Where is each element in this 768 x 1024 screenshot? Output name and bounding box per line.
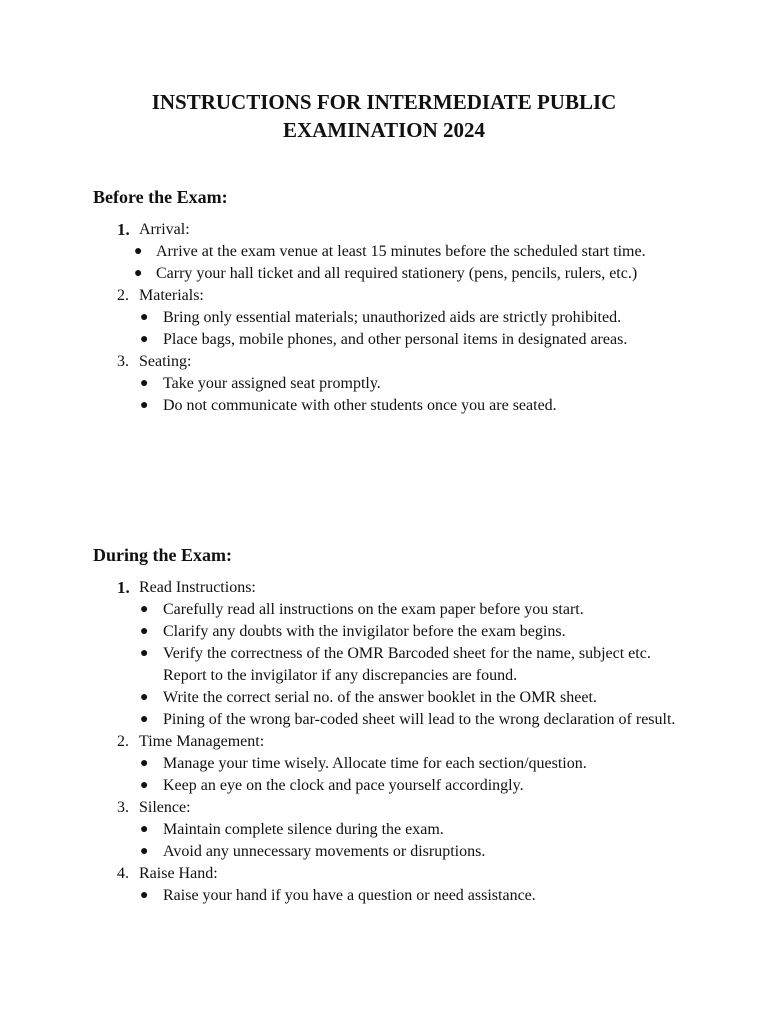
during-item-silence — [93, 797, 693, 863]
list-number: 4. — [117, 864, 129, 882]
bullet-icon: ● — [134, 266, 143, 281]
list-item-label: Raise Hand: — [139, 864, 218, 882]
list-item-label: Seating: — [139, 353, 192, 370]
section-heading-during: During the Exam: — [93, 545, 232, 565]
bullet-icon: ● — [140, 843, 149, 859]
bullet-list — [139, 599, 693, 730]
bullet-icon: ● — [140, 332, 149, 347]
list-item: ● Write the correct serial no. of the answer booklet in the OMR sheet. — [139, 687, 693, 709]
section-during-exam — [93, 543, 693, 907]
list-item: ● Clarify any doubts with the invigilator before the exam begins. — [139, 621, 693, 643]
before-item-materials — [93, 285, 693, 351]
list-item: ● Bring only essential materials; unauthorized aids are strictly prohibited. — [139, 307, 693, 329]
during-item-raise-hand — [93, 863, 693, 907]
bullet-list — [139, 373, 693, 417]
bullet-icon: ● — [140, 711, 149, 727]
bullet-icon: ● — [140, 821, 149, 837]
list-item: ● Carry your hall ticket and all required stationery (pens, pencils, rulers, etc.) — [139, 263, 693, 285]
bullet-icon: ● — [140, 646, 149, 661]
section-before-exam — [93, 185, 693, 417]
list-item: ● Verify the correctness of the OMR Barcoded sheet for the name, subject etc. Report to the invigilator if any discrepancies are found. — [140, 645, 651, 684]
bullet-icon: ● — [134, 244, 143, 259]
bullet-icon: ● — [140, 887, 149, 903]
before-item-arrival — [93, 219, 693, 285]
bullet-list — [139, 307, 693, 351]
list-item-label: Materials: — [139, 287, 204, 304]
list-item: ● Maintain complete silence during the exam. — [139, 819, 693, 841]
bullet-icon: ● — [140, 755, 149, 771]
section-heading-before: Before the Exam: — [93, 187, 228, 207]
list-item: ● Avoid any unnecessary movements or disruptions. — [139, 841, 693, 863]
during-item-read-instructions — [93, 577, 693, 730]
before-item-seating — [93, 351, 693, 417]
bullet-icon: ● — [140, 689, 149, 705]
list-item-label: Read Instructions: — [139, 579, 256, 596]
bullet-list — [139, 753, 693, 797]
list-item: ● Place bags, mobile phones, and other personal items in designated areas. — [139, 329, 693, 351]
list-item: ● Keep an eye on the clock and pace yourself accordingly. — [139, 775, 693, 797]
list-number: 1. — [117, 220, 130, 239]
bullet-icon: ● — [140, 624, 149, 639]
list-item-label: Time Management: — [139, 732, 265, 750]
title-line-2: EXAMINATION 2024 — [282, 118, 486, 142]
title-line-1: INSTRUCTIONS FOR INTERMEDIATE PUBLIC — [151, 90, 617, 114]
bullet-icon: ● — [140, 376, 149, 391]
list-item: ● Arrive at the exam venue at least 15 minutes before the scheduled start time. — [139, 241, 693, 263]
list-number: 3. — [117, 798, 129, 816]
document-title — [84, 88, 684, 144]
bullet-list — [139, 819, 693, 863]
list-item: ● Manage your time wisely. Allocate time for each section/question. — [139, 753, 693, 775]
bullet-icon: ● — [140, 398, 149, 413]
list-number: 2. — [117, 732, 129, 750]
bullet-icon: ● — [140, 777, 149, 793]
list-item: ● Raise your hand if you have a question or need assistance. — [139, 885, 693, 907]
during-item-time-management — [93, 731, 693, 797]
list-number: 2. — [117, 287, 129, 304]
bullet-icon: ● — [140, 602, 149, 617]
before-numbered-list — [93, 219, 693, 417]
bullet-icon: ● — [140, 310, 149, 325]
list-item: ● Carefully read all instructions on the exam paper before you start. — [139, 599, 693, 621]
list-item: ● Pining of the wrong bar-coded sheet will lead to the wrong declaration of result. — [139, 709, 693, 731]
list-item-label: Silence: — [139, 798, 191, 816]
list-item: ● Do not communicate with other students once you are seated. — [139, 395, 693, 417]
list-number: 1. — [117, 578, 130, 597]
bullet-list — [139, 885, 693, 907]
list-item-label: Arrival: — [139, 221, 190, 238]
list-item: ● Take your assigned seat promptly. — [139, 373, 693, 395]
list-number: 3. — [117, 353, 129, 370]
during-numbered-list — [93, 577, 693, 906]
bullet-list — [134, 241, 693, 285]
